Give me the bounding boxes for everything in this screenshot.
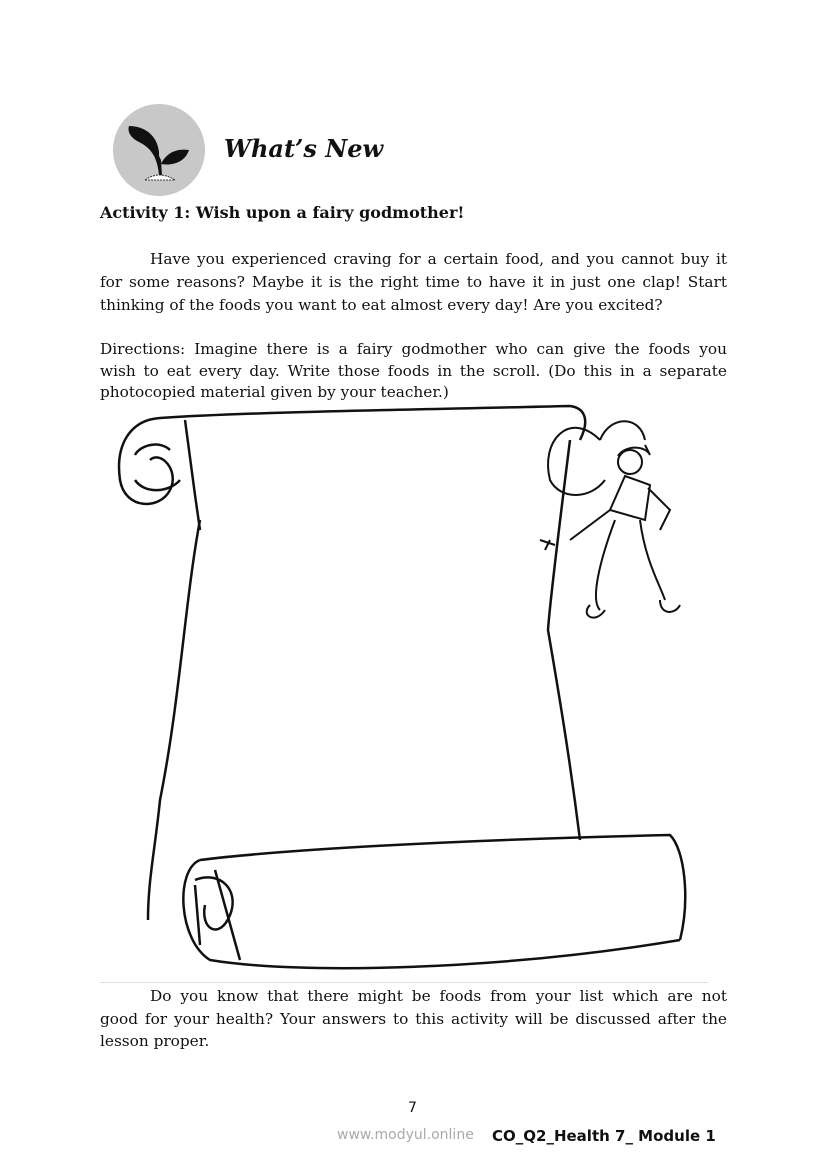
closing-line: good for your health? Your answers to this activity will be discussed after the	[100, 1010, 727, 1028]
directions-line: wish to eat every day. Write those foods in the scroll. (Do this in a separate	[100, 362, 727, 380]
scroll-illustration	[100, 400, 720, 985]
closing-line: lesson proper.	[100, 1032, 210, 1050]
module-footer: CO_Q2_Health 7_ Module 1	[492, 1127, 716, 1145]
divider	[100, 982, 708, 983]
intro-line: thinking of the foods you want to eat almost every day! Are you excited?	[100, 296, 663, 314]
activity-title: Activity 1: Wish upon a fairy godmother!	[100, 203, 465, 222]
watermark: www.modyul.online	[337, 1127, 474, 1143]
section-title: What’s New	[224, 134, 384, 163]
sprout-icon	[113, 104, 205, 196]
intro-line: Have you experienced craving for a certain food, and you cannot buy it	[150, 250, 727, 268]
closing-line: Do you know that there might be foods from your list which are not	[150, 987, 727, 1005]
directions-line: photocopied material given by your teacher.)	[100, 383, 449, 401]
intro-line: for some reasons? Maybe it is the right time to have it in just one clap! Start	[100, 273, 727, 291]
page-number: 7	[408, 1100, 417, 1116]
directions-line: Directions: Imagine there is a fairy godmother who can give the foods you	[100, 340, 727, 358]
